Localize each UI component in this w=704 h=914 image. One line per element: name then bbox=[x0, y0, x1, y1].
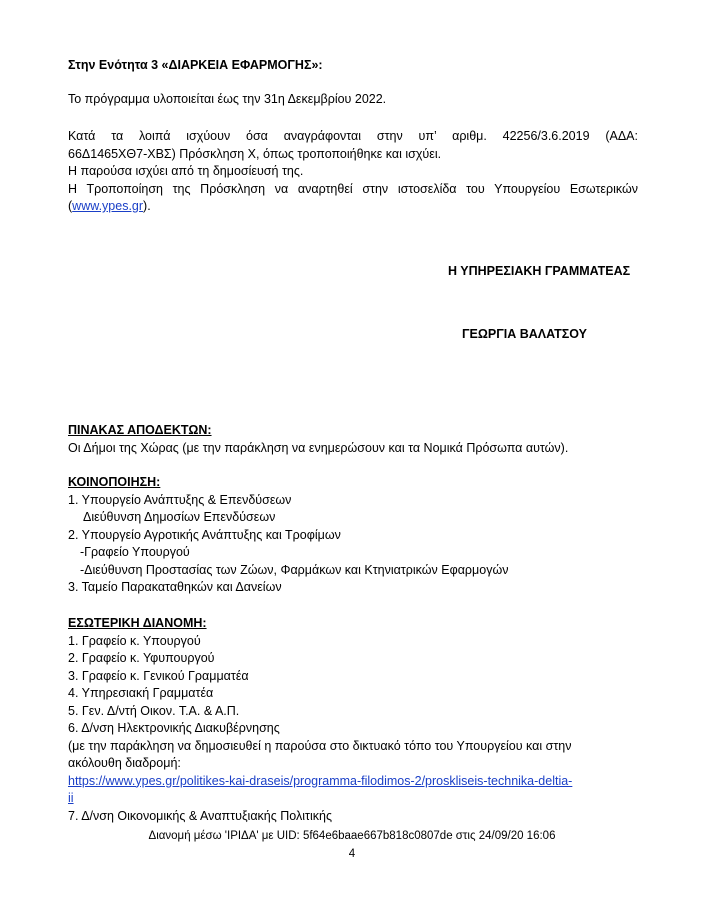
internal-item-3: 3. Γραφείο κ. Γενικού Γραμματέα bbox=[68, 668, 249, 683]
recipients-text: Οι Δήμοι της Χώρας (με την παράκληση να ενημερώσουν και τα Νομικά Πρόσωπα αυτών). bbox=[68, 440, 569, 455]
recipients-heading: ΠΙΝΑΚΑΣ ΑΠΟΔΕΚΤΩΝ: bbox=[68, 423, 212, 437]
notification-item-1-sub: Διεύθυνση Δημοσίων Επενδύσεων bbox=[83, 510, 276, 524]
section-text: Το πρόγραμμα υλοποιείται έως την 31η Δεκεμβρίου 2022. bbox=[68, 92, 387, 106]
paren-close: ). bbox=[143, 199, 151, 213]
notification-heading: ΚΟΙΝΟΠΟΙΗΣΗ: bbox=[68, 475, 161, 489]
paren-open: ( bbox=[68, 199, 73, 213]
internal-note-2: ακόλουθη διαδρομή: bbox=[68, 756, 181, 770]
recipients-section bbox=[68, 422, 638, 457]
signature-name: ΓΕΩΡΓΙΑ ΒΑΛΑΤΣΟΥ bbox=[462, 327, 587, 341]
notification-item-2-sub-2: -Διεύθυνση Προστασίας των Ζώων, Φαρμάκων και Κτηνιατρικών Εφαρμογών bbox=[80, 562, 509, 577]
internal-item-6: 6. Δ/νση Ηλεκτρονικής Διακυβέρνησης bbox=[68, 721, 280, 735]
body-line-4: Η Τροποποίηση της Πρόσκληση να αναρτηθεί στην ιστοσελίδα του Υπουργείου Εσωτερικών bbox=[68, 181, 638, 196]
notification-item-1: 1. Υπουργείο Ανάπτυξης & Επενδύσεων bbox=[68, 492, 292, 507]
body-paragraph bbox=[68, 128, 638, 216]
ypes-path-link[interactable]: https://www.ypes.gr/politikes-kai-draseis/programma-filodimos-2/proskliseis-technika-deltia- bbox=[68, 773, 573, 788]
internal-item-4: 4. Υπηρεσιακή Γραμματέα bbox=[68, 686, 214, 700]
ypes-link[interactable]: www.ypes.gr bbox=[72, 199, 144, 213]
notification-section bbox=[68, 474, 638, 597]
body-line-3: Η παρούσα ισχύει από τη δημοσίευσή της. bbox=[68, 164, 304, 178]
notification-item-2: 2. Υπουργείο Αγροτικής Ανάπτυξης και Τροφίμων bbox=[68, 527, 341, 542]
body-line-5 bbox=[68, 198, 638, 216]
internal-item-5: 5. Γεν. Δ/ντή Οικον. Τ.Α. & Α.Π. bbox=[68, 703, 240, 718]
internal-item-7: 7. Δ/νση Οικονομικής & Αναπτυξιακής Πολιτικής bbox=[68, 808, 332, 823]
body-line-1: Κατά τα λοιπά ισχύουν όσα αναγράφονται στην υπ’ αριθμ. 42256/3.6.2019 (ΑΔΑ: bbox=[68, 129, 638, 143]
notification-item-2-sub-1: -Γραφείο Υπουργού bbox=[80, 545, 190, 559]
body-line-2: 66Δ1465ΧΘ7-ΧΒΣ) Πρόσκληση Χ, όπως τροποποιήθηκε και ισχύει. bbox=[68, 146, 442, 161]
signature-title: Η ΥΠΗΡΕΣΙΑΚΗ ΓΡΑΜΜΑΤΕΑΣ bbox=[448, 264, 631, 278]
internal-section bbox=[68, 615, 638, 825]
internal-note-1: (με την παράκληση να δημοσιευθεί η παρούσα στο δικτυακό τόπο του Υπουργείου και στην bbox=[68, 738, 572, 753]
distribution-footer: Διανομή μέσω 'ΙΡΙΔΑ' με UID: 5f64e6baae667b818c0807de στις 24/09/20 16:06 bbox=[148, 830, 556, 842]
page-number: 4 bbox=[348, 848, 356, 860]
ypes-path-link-continued[interactable]: ii bbox=[68, 791, 74, 805]
internal-heading: ΕΣΩΤΕΡΙΚΗ ΔΙΑΝΟΜΗ: bbox=[68, 616, 207, 630]
internal-item-2: 2. Γραφείο κ. Υφυπουργού bbox=[68, 651, 215, 665]
notification-item-3: 3. Ταμείο Παρακαταθηκών και Δανείων bbox=[68, 580, 282, 594]
section-heading: Στην Ενότητα 3 «ΔΙΑΡΚΕΙΑ ΕΦΑΡΜΟΓΗΣ»: bbox=[68, 58, 323, 72]
internal-item-1: 1. Γραφείο κ. Υπουργού bbox=[68, 633, 201, 648]
